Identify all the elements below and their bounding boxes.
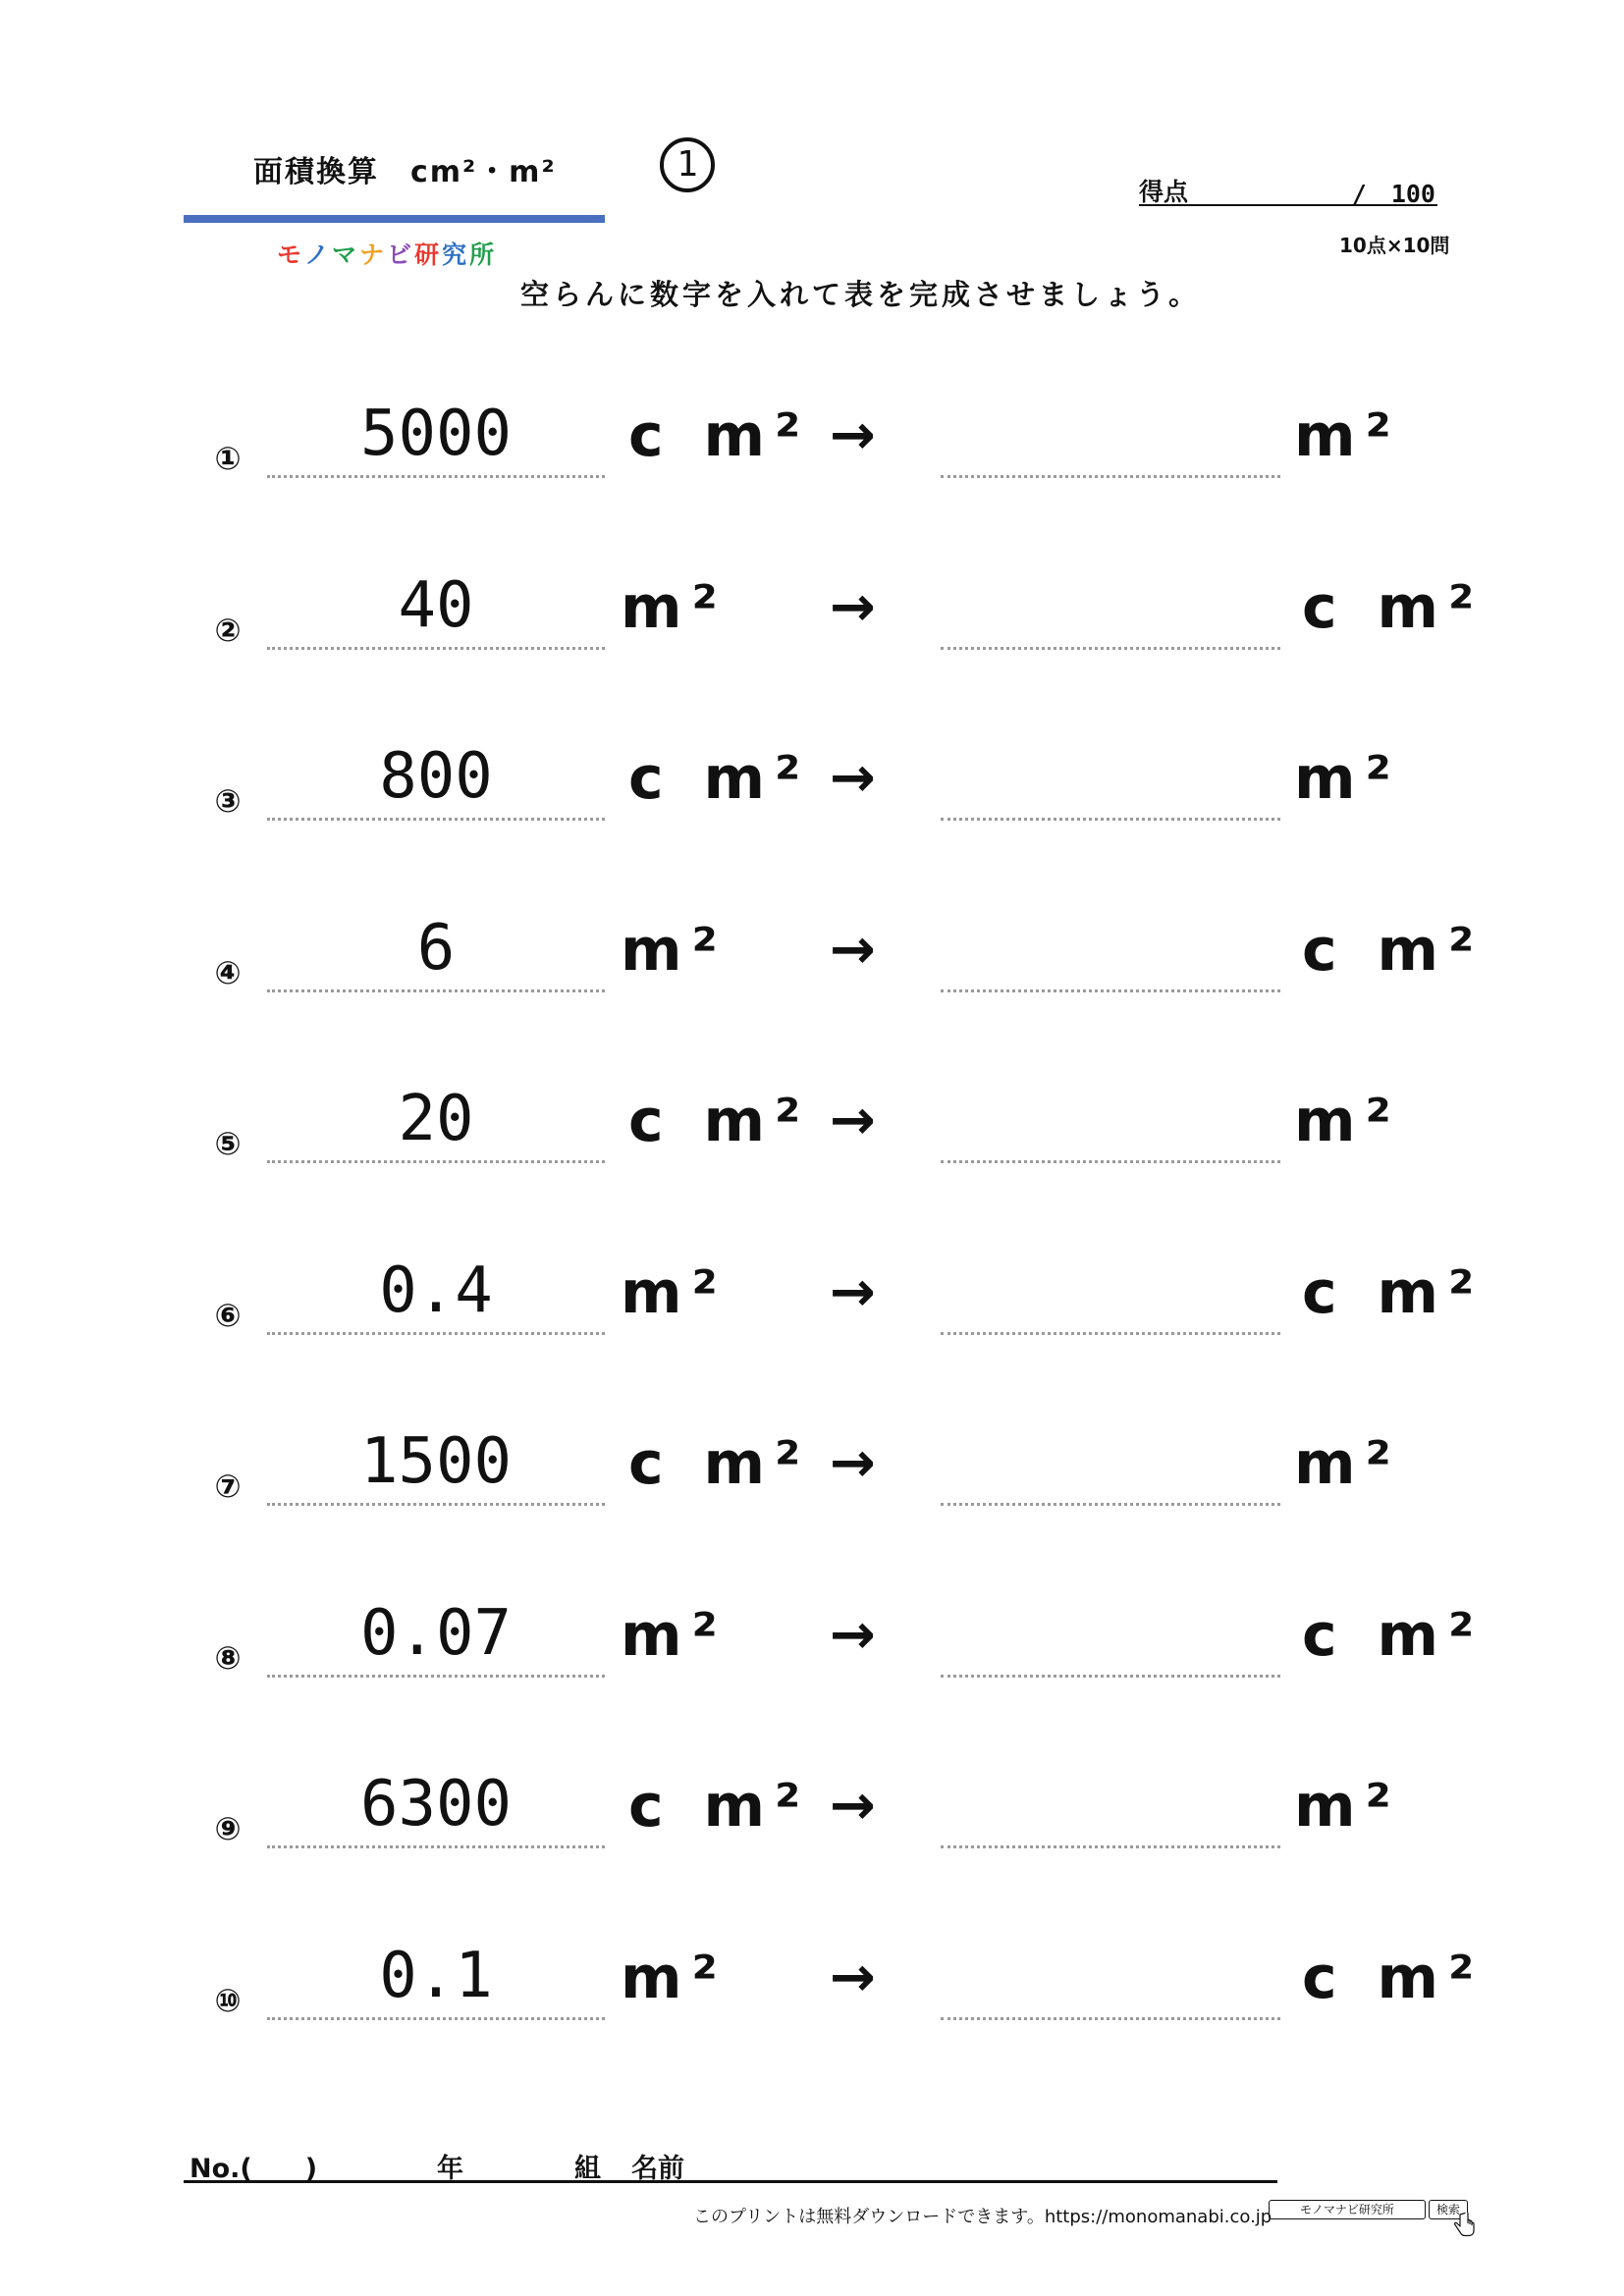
to-unit: m² xyxy=(1294,1429,1401,1498)
logo-char: 研 xyxy=(414,240,443,269)
given-value: 6300 xyxy=(267,1763,605,1848)
arrow-icon: → xyxy=(830,1774,876,1838)
logo-char: ノ xyxy=(304,240,333,269)
logo-char: ビ xyxy=(387,240,415,269)
arrow-icon: → xyxy=(830,1946,876,2009)
question-number: ④ xyxy=(214,954,242,991)
question-row xyxy=(0,393,1624,510)
answer-blank[interactable] xyxy=(941,393,1280,478)
question-row xyxy=(0,1420,1624,1538)
question-number: ② xyxy=(214,612,242,649)
search-box: モノマナビ研究所 xyxy=(1269,2200,1426,2219)
title-underline xyxy=(184,215,605,223)
logo-char: ナ xyxy=(359,240,388,269)
question-number: ⑧ xyxy=(214,1639,242,1677)
question-row xyxy=(0,1592,1624,1710)
arrow-icon: → xyxy=(830,1603,876,1667)
arrow-icon: → xyxy=(830,1431,876,1495)
arrow-icon: → xyxy=(830,746,876,810)
answer-blank[interactable] xyxy=(941,735,1280,821)
from-unit: m² xyxy=(621,573,728,642)
given-value: 20 xyxy=(267,1078,605,1163)
from-unit: m² xyxy=(621,1601,728,1670)
arrow-icon: → xyxy=(830,575,876,639)
question-row xyxy=(0,907,1624,1025)
name-label: 名前 xyxy=(631,2154,684,2184)
score-label: 得点 xyxy=(1139,178,1189,206)
arrow-icon: → xyxy=(830,918,876,982)
to-unit: m² xyxy=(1294,401,1401,470)
to-unit: c m² xyxy=(1302,573,1485,642)
answer-blank[interactable] xyxy=(941,1078,1280,1163)
to-unit: c m² xyxy=(1302,1601,1485,1670)
to-unit: m² xyxy=(1294,744,1401,813)
question-number: ⑦ xyxy=(214,1468,242,1505)
from-unit: c m² xyxy=(628,401,811,470)
question-row xyxy=(0,564,1624,682)
student-info-line xyxy=(184,2147,1277,2183)
question-number: ⑨ xyxy=(214,1810,242,1847)
answer-blank[interactable] xyxy=(941,1592,1280,1678)
to-unit: m² xyxy=(1294,1772,1401,1841)
logo-char: マ xyxy=(332,240,360,269)
from-unit: m² xyxy=(621,1258,728,1327)
question-number: ⑩ xyxy=(214,1982,242,2019)
given-value: 5000 xyxy=(267,393,605,478)
arrow-icon: → xyxy=(830,403,876,467)
question-number: ③ xyxy=(214,782,242,820)
from-unit: c m² xyxy=(628,1087,811,1155)
question-row xyxy=(0,1763,1624,1881)
given-value: 40 xyxy=(267,564,605,650)
from-unit: c m² xyxy=(628,1772,811,1841)
given-value: 0.1 xyxy=(267,1935,605,2020)
arrow-icon: → xyxy=(830,1089,876,1152)
question-number: ⑤ xyxy=(214,1125,242,1162)
from-unit: c m² xyxy=(628,744,811,813)
question-row xyxy=(0,1250,1624,1367)
class-label: 組 xyxy=(574,2154,601,2184)
answer-blank[interactable] xyxy=(941,564,1280,650)
footer-note: このプリントは無料ダウンロードできます。https://monomanabi.co.jp xyxy=(693,2207,1272,2227)
to-unit: c m² xyxy=(1302,1944,1485,2012)
question-row xyxy=(0,735,1624,853)
logo-char: 究 xyxy=(442,240,470,269)
search-button: 検索 xyxy=(1429,2200,1468,2219)
arrow-icon: → xyxy=(830,1260,876,1324)
to-unit: c m² xyxy=(1302,1258,1485,1327)
given-value: 0.07 xyxy=(267,1592,605,1678)
worksheet-title: 面積換算 cm²・m² xyxy=(253,155,557,189)
logo-char: モ xyxy=(277,240,305,269)
from-unit: c m² xyxy=(628,1429,811,1498)
question-number: ① xyxy=(214,440,242,477)
score-field xyxy=(1139,173,1437,206)
instruction: 空らんに数字を入れて表を完成させましょう。 xyxy=(520,278,1202,311)
year-label: 年 xyxy=(437,2154,463,2184)
brand-logo xyxy=(277,236,497,271)
to-unit: c m² xyxy=(1302,916,1485,985)
question-row xyxy=(0,1935,1624,2053)
to-unit: m² xyxy=(1294,1087,1401,1155)
hand-pointer-icon xyxy=(1453,2213,1475,2238)
question-row xyxy=(0,1078,1624,1196)
given-value: 1500 xyxy=(267,1420,605,1506)
sheet-number: 1 xyxy=(660,137,715,192)
number-label: No.( ) xyxy=(189,2154,318,2184)
given-value: 6 xyxy=(267,907,605,992)
question-number: ⑥ xyxy=(214,1297,242,1334)
score-total: / 100 xyxy=(1351,180,1435,208)
logo-char: 所 xyxy=(469,240,498,269)
from-unit: m² xyxy=(621,916,728,985)
given-value: 800 xyxy=(267,735,605,821)
from-unit: m² xyxy=(621,1944,728,2012)
answer-blank[interactable] xyxy=(941,907,1280,992)
answer-blank[interactable] xyxy=(941,1935,1280,2020)
answer-blank[interactable] xyxy=(941,1250,1280,1335)
points-note: 10点×10問 xyxy=(1339,234,1450,257)
answer-blank[interactable] xyxy=(941,1420,1280,1506)
answer-blank[interactable] xyxy=(941,1763,1280,1848)
given-value: 0.4 xyxy=(267,1250,605,1335)
